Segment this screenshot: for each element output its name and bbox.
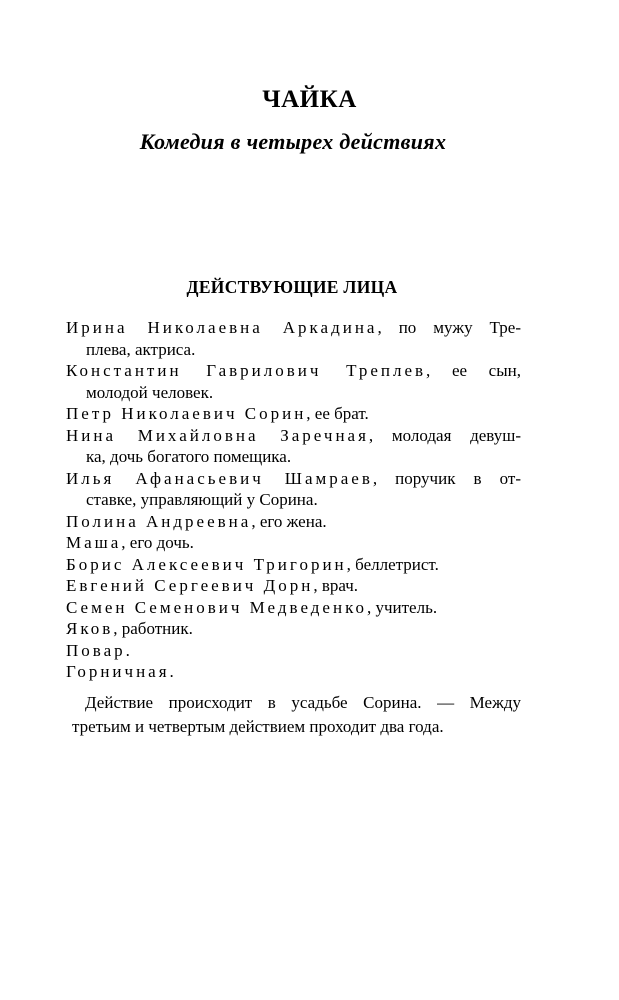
character-name: Борис Алексеевич Тригорин xyxy=(66,554,347,574)
character-description: . xyxy=(125,640,130,660)
character-description-continuation: ставке, управляющий у Сорина. xyxy=(86,490,318,509)
character-name: Полина Андреевна xyxy=(66,511,252,531)
cast-entry-polina xyxy=(66,511,521,533)
cast-entry-line xyxy=(66,317,521,339)
cast-entry-line xyxy=(66,403,521,425)
cast-entry-line xyxy=(66,511,521,533)
cast-entry-sorin xyxy=(66,403,521,425)
cast-entry-zarechnaya xyxy=(66,425,521,468)
character-description-continuation: молодой человек. xyxy=(86,382,214,402)
character-name: Евгений Сергеевич Дорн xyxy=(66,576,314,595)
character-description: , работник. xyxy=(113,619,193,638)
character-name: Семен Семенович Медведенко xyxy=(66,597,367,617)
cast-entry-line xyxy=(66,575,521,597)
character-description: , беллетрист. xyxy=(346,554,439,574)
character-description-continuation: ка, дочь богатого помещика. xyxy=(86,447,292,466)
cast-entry-line xyxy=(66,618,521,640)
cast-entry-line xyxy=(66,640,521,662)
character-name: Петр Николаевич Сорин xyxy=(66,404,307,423)
cast-entry-yakov xyxy=(66,618,521,640)
character-name: Нина Михайловна Заречная xyxy=(66,425,369,445)
cast-entry-line xyxy=(66,661,521,683)
cast-entry-arkadina xyxy=(66,317,521,360)
play-title: ЧАЙКА xyxy=(262,86,357,113)
setting-note xyxy=(66,691,521,739)
character-description-continuation: плева, актриса. xyxy=(86,339,196,359)
character-name: Константин Гаврилович Треплев xyxy=(66,361,427,380)
character-description: . xyxy=(169,662,174,681)
character-description: , ее сын, xyxy=(426,361,521,380)
cast-entry-trigorin xyxy=(66,554,521,576)
setting-note-line-1: Действие происходит в усадьбе Сорина. — Между xyxy=(85,693,521,712)
character-name: Яков xyxy=(66,619,114,638)
cast-entry-line xyxy=(66,360,521,382)
character-description: , врач. xyxy=(313,576,359,595)
character-description: , молодая девуш- xyxy=(368,425,521,445)
cast-entry-masha xyxy=(66,532,521,554)
character-name: Горничная xyxy=(66,662,170,681)
cast-heading: ДЕЙСТВУЮЩИЕ ЛИЦА xyxy=(186,277,398,297)
cast-entry-gornichnaya xyxy=(66,661,521,683)
cast-entry-line xyxy=(66,597,521,619)
character-name: Маша xyxy=(66,533,122,552)
setting-note-line-2: третьим и четвертым действием проходит два года. xyxy=(72,717,444,736)
character-name: Повар xyxy=(66,640,126,660)
character-description: , его дочь. xyxy=(121,533,194,552)
character-description: , учитель. xyxy=(366,597,438,617)
cast-entry-line xyxy=(66,532,521,554)
character-name: Ирина Николаевна Аркадина xyxy=(66,318,378,337)
cast-entry-treplev xyxy=(66,360,521,403)
character-description: , ее брат. xyxy=(306,404,369,423)
character-description: , поручик в от- xyxy=(372,468,521,488)
character-name: Илья Афанасьевич Шамраев xyxy=(66,468,373,488)
cast-entry-povar xyxy=(66,640,521,662)
cast-entry-dorn xyxy=(66,575,521,597)
cast-entry-line xyxy=(66,425,521,447)
cast-entry-line xyxy=(66,468,521,490)
character-description: , его жена. xyxy=(251,511,327,531)
cast-entry-shamraev xyxy=(66,468,521,511)
cast-entry-medvedenko xyxy=(66,597,521,619)
cast-entry-line xyxy=(66,554,521,576)
cast-list xyxy=(66,317,521,683)
play-subtitle: Комедия в четырех действиях xyxy=(139,129,447,154)
character-description: , по мужу Тре- xyxy=(377,318,521,337)
